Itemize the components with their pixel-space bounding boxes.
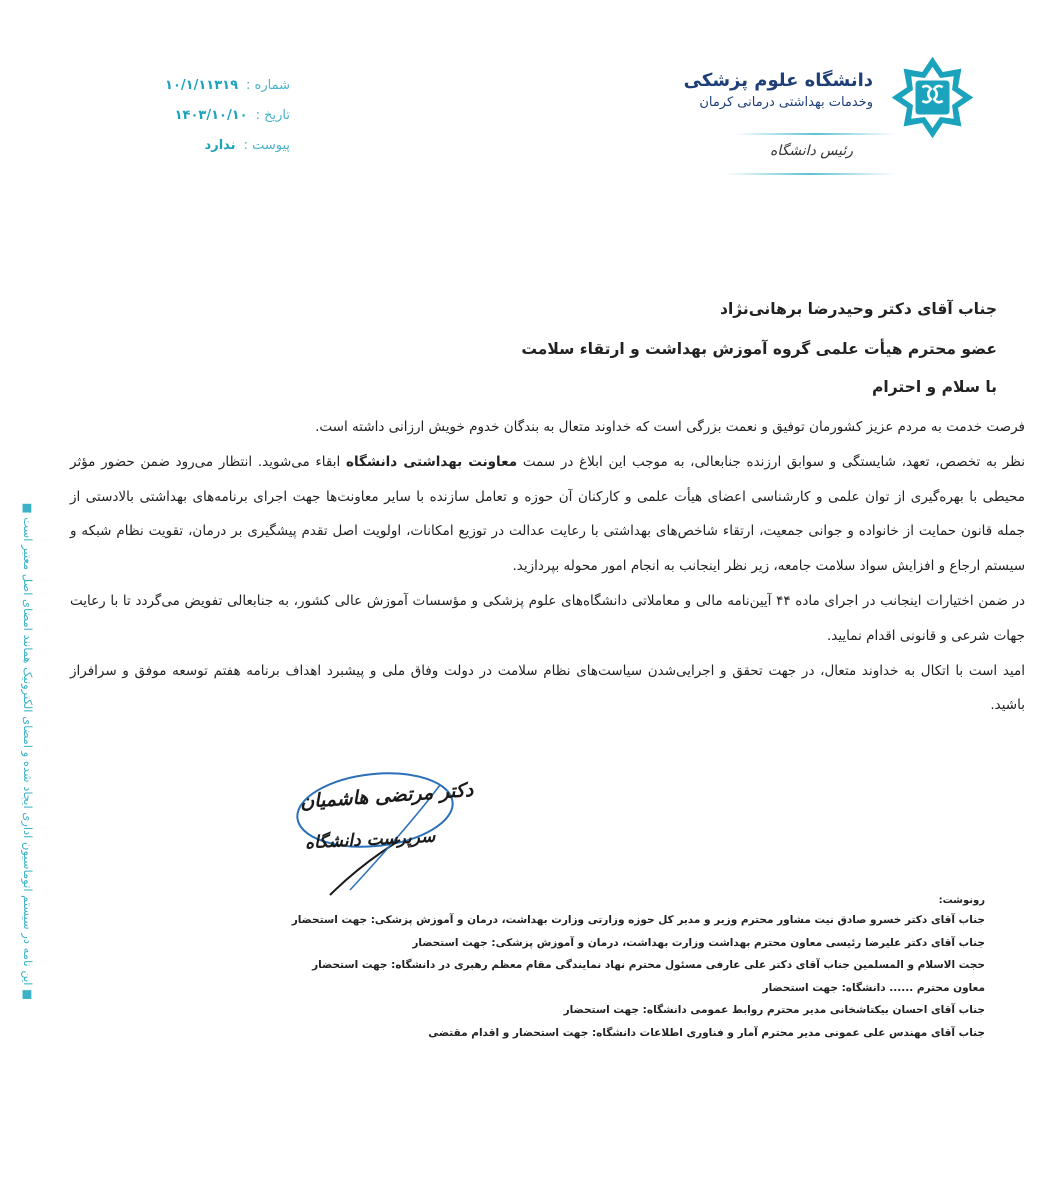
office-title: رئیس دانشگاه	[769, 143, 853, 159]
cc-item: جناب آقای احسان بیکتاشخانی مدیر محترم روابط عمومی دانشگاه: جهت استحضار	[563, 1004, 985, 1016]
cc-item: جناب آقای دکتر خسرو صادق نیت مشاور محترم وزیر و مدیر کل حوزه وزارتی وزارت بهداشت، درمان و آموزش پزشکی: جهت استحضار	[291, 914, 985, 926]
letter-date: تاریخ : ۱۴۰۳/۱۰/۱۰	[174, 107, 290, 123]
letter-attachment: پیوست : ندارد	[204, 137, 290, 153]
greeting: با سلام و احترام	[872, 378, 997, 396]
university-name: دانشگاه علوم پزشکی وخدمات بهداشتی درمانی کرمان	[683, 70, 873, 110]
signature-name: دکتر مرتضی هاشمیان	[299, 778, 474, 814]
automation-side-note: ■ این نامه در سیستم اتوماسیون اداری ایجاد شده و امضای الکترونیک همانند امضای اصل معتبر است ■	[21, 502, 35, 1000]
paragraph: امید است با اتکال به خداوند متعال، در جهت تحقق و اجرایی‌شدن سیاست‌های نظام سلامت در دولت وفاق ملی و پیشبرد اهداف برنامه هفتم توسعه موفق و سرافراز باشید.	[70, 662, 1025, 714]
recipient-block	[70, 0, 1025, 400]
recipient-title: عضو محترم هیأت علمی گروه آموزش بهداشت و ارتقاء سلامت	[521, 340, 997, 358]
cc-list: رونوشت: جناب آقای دکتر خسرو صادق نیت مشاور محترم وزیر و مدیر کل حوزه وزارتی وزارت بهداشت، درمان و آموزش پزشکی: جهت استحضار جناب آقای دکتر علیرضا رئیسی معاون محترم بهداشت وزارت بهداشت، درمان و آموزش پزشکی: جهت استحضار حجت الاسلام و المسلمین جناب آقای دکتر علی عارفی مسئول محترم نهاد نمایندگی مقام معظم رهبری در دانشگاه: جهت استحضار معاون محترم ...... دانشگاه: جهت استحضار جناب آقای احسان بیکتاشخانی مدیر محترم روابط عمومی دانشگاه: جهت استحضار جناب آقای مهندس علی عمونی مدیر محترم آمار و فناوری اطلاعات دانشگاه: جهت استحضار و اقدام مقتضی	[292, 893, 985, 1044]
signature-title: سرپرست دانشگاه	[304, 826, 436, 854]
letter-body	[70, 410, 1025, 723]
letter-number: شماره : ۱۰/۱/۱۱۳۱۹	[165, 77, 290, 93]
paragraph: فرصت خدمت به مردم عزیز کشورمان توفیق و نعمت بزرگی است که خداوند متعال به بندگان خدوم خویش ارزانی داشته است.	[315, 419, 1025, 435]
paragraph: نظر به تخصص، تعهد، شایستگی و سوابق ارزنده جنابعالی، به موجب این ابلاغ در سمت معاونت بهداشتی دانشگاه ابقاء می‌شوید. انتظار می‌رود ضمن حضور مؤثر محیطی با بهره‌گیری از توان علمی و کارشناسی اعضای هیأت علمی و کارکنان آن حوزه و تعامل سازنده با سایر معاونت‌ها جهت اجرای برنامه‌های بهداشتی بالادستی از جمله قانون حمایت از خانواده و جوانی جمعیت، ارتقاء شاخص‌های بهداشتی با رعایت عدالت در توزیع امکانات، اولویت اصل تقدم پیشگیری بر درمان، تقویت نظام شبکه و سیستم ارجاع و افزایش سواد سلامت جامعه، زیر نظر اینجانب به انجام امور محوله بپردازید.	[70, 453, 1025, 575]
paragraph: در ضمن اختیارات اینجانب در اجرای ماده ۴۴ آیین‌نامه مالی و معاملاتی دانشگاه‌های علوم پزشکی و مؤسسات آموزش عالی کشور، به جنابعالی تفویض می‌گردد تا با رعایت جهات شرعی و قانونی اقدام نمایید.	[70, 592, 1025, 644]
cc-item: جناب آقای مهندس علی عمونی مدیر محترم آمار و فناوری اطلاعات دانشگاه: جهت استحضار و اقدام مقتضی	[428, 1026, 985, 1039]
cc-item: معاون محترم ...... دانشگاه: جهت استحضار	[762, 981, 985, 994]
cc-item: جناب آقای دکتر علیرضا رئیسی معاون محترم بهداشت وزارت بهداشت، درمان و آموزش پزشکی: جهت استحضار	[412, 936, 985, 949]
cc-item: حجت الاسلام و المسلمین جناب آقای دکتر علی عارفی مسئول محترم نهاد نمایندگی مقام معظم رهبری در دانشگاه: جهت استحضار	[312, 959, 985, 971]
recipient-name: جناب آقای دکتر وحیدرضا برهانی‌نژاد	[720, 300, 997, 318]
